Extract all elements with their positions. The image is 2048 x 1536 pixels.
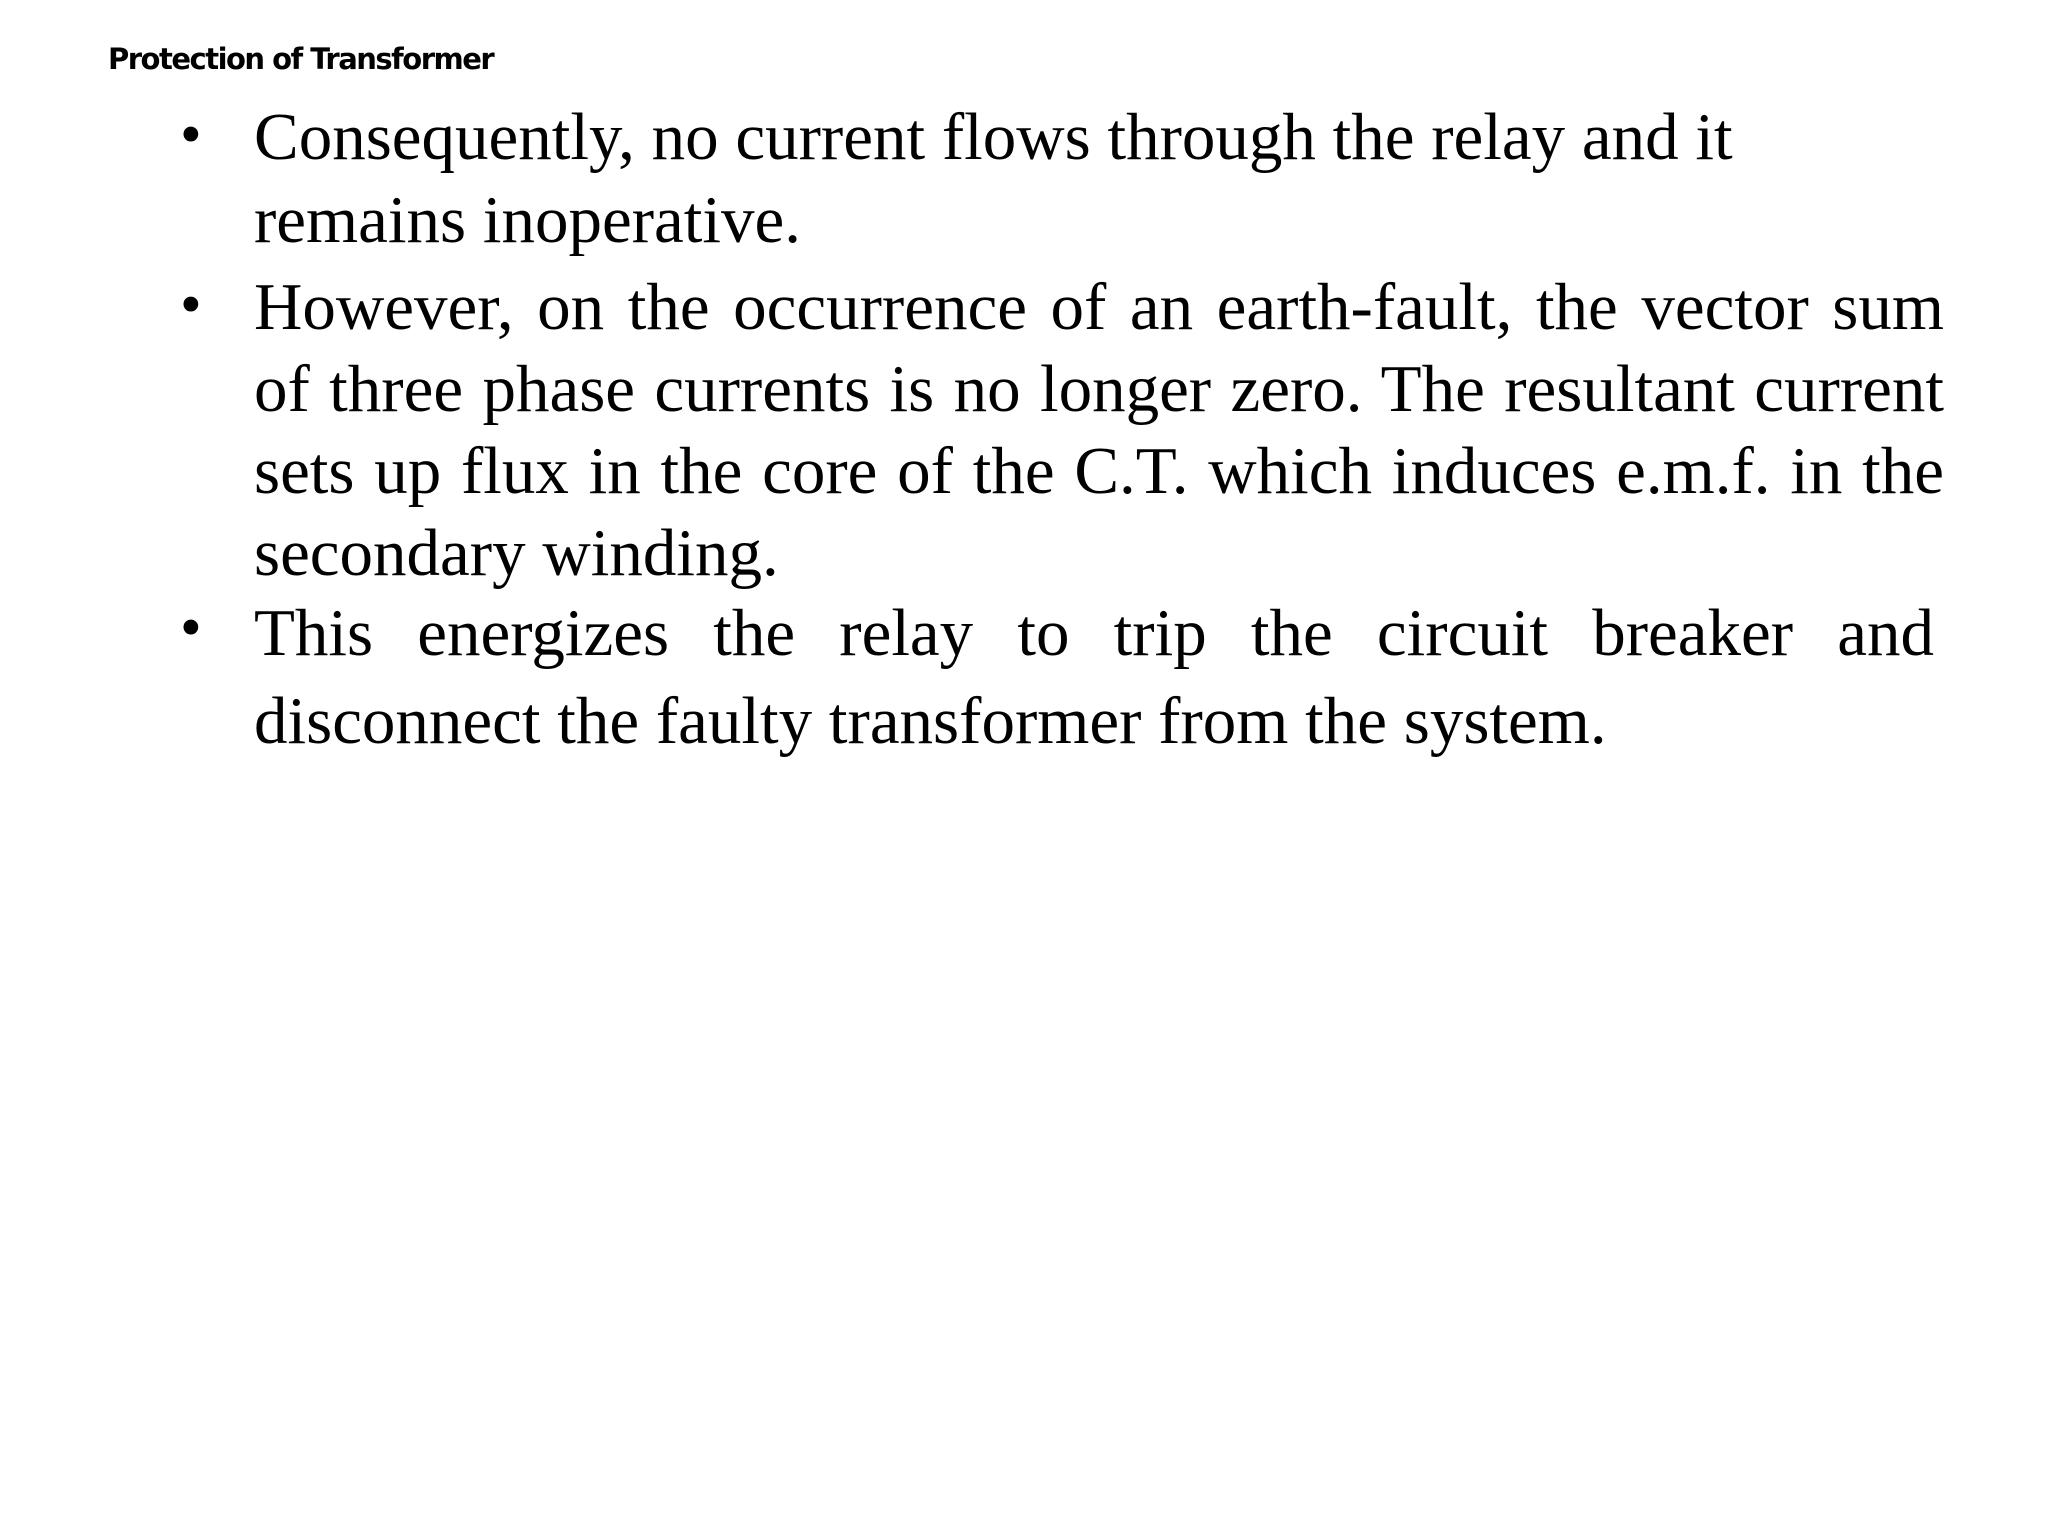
- slide-title: Protection of Transformer: [108, 42, 494, 76]
- bullet-text: Consequently, no current flows through the relay and it remains inoperative.: [254, 100, 1733, 257]
- bullet-text: However, on the occurrence of an earth-fault, the vector sum of three phase currents is no longer zero. The resultant current sets up flux in the core of the C.T. which induces e.m.f. in the secondary winding.: [254, 270, 1944, 590]
- bullet-text: This energizes the relay to trip the circuit breaker and disconnect the faulty transformer from the system.: [254, 596, 1934, 758]
- bullet-marker: •: [180, 101, 202, 169]
- bullet-marker: •: [180, 271, 202, 339]
- bullet-marker: •: [180, 594, 202, 662]
